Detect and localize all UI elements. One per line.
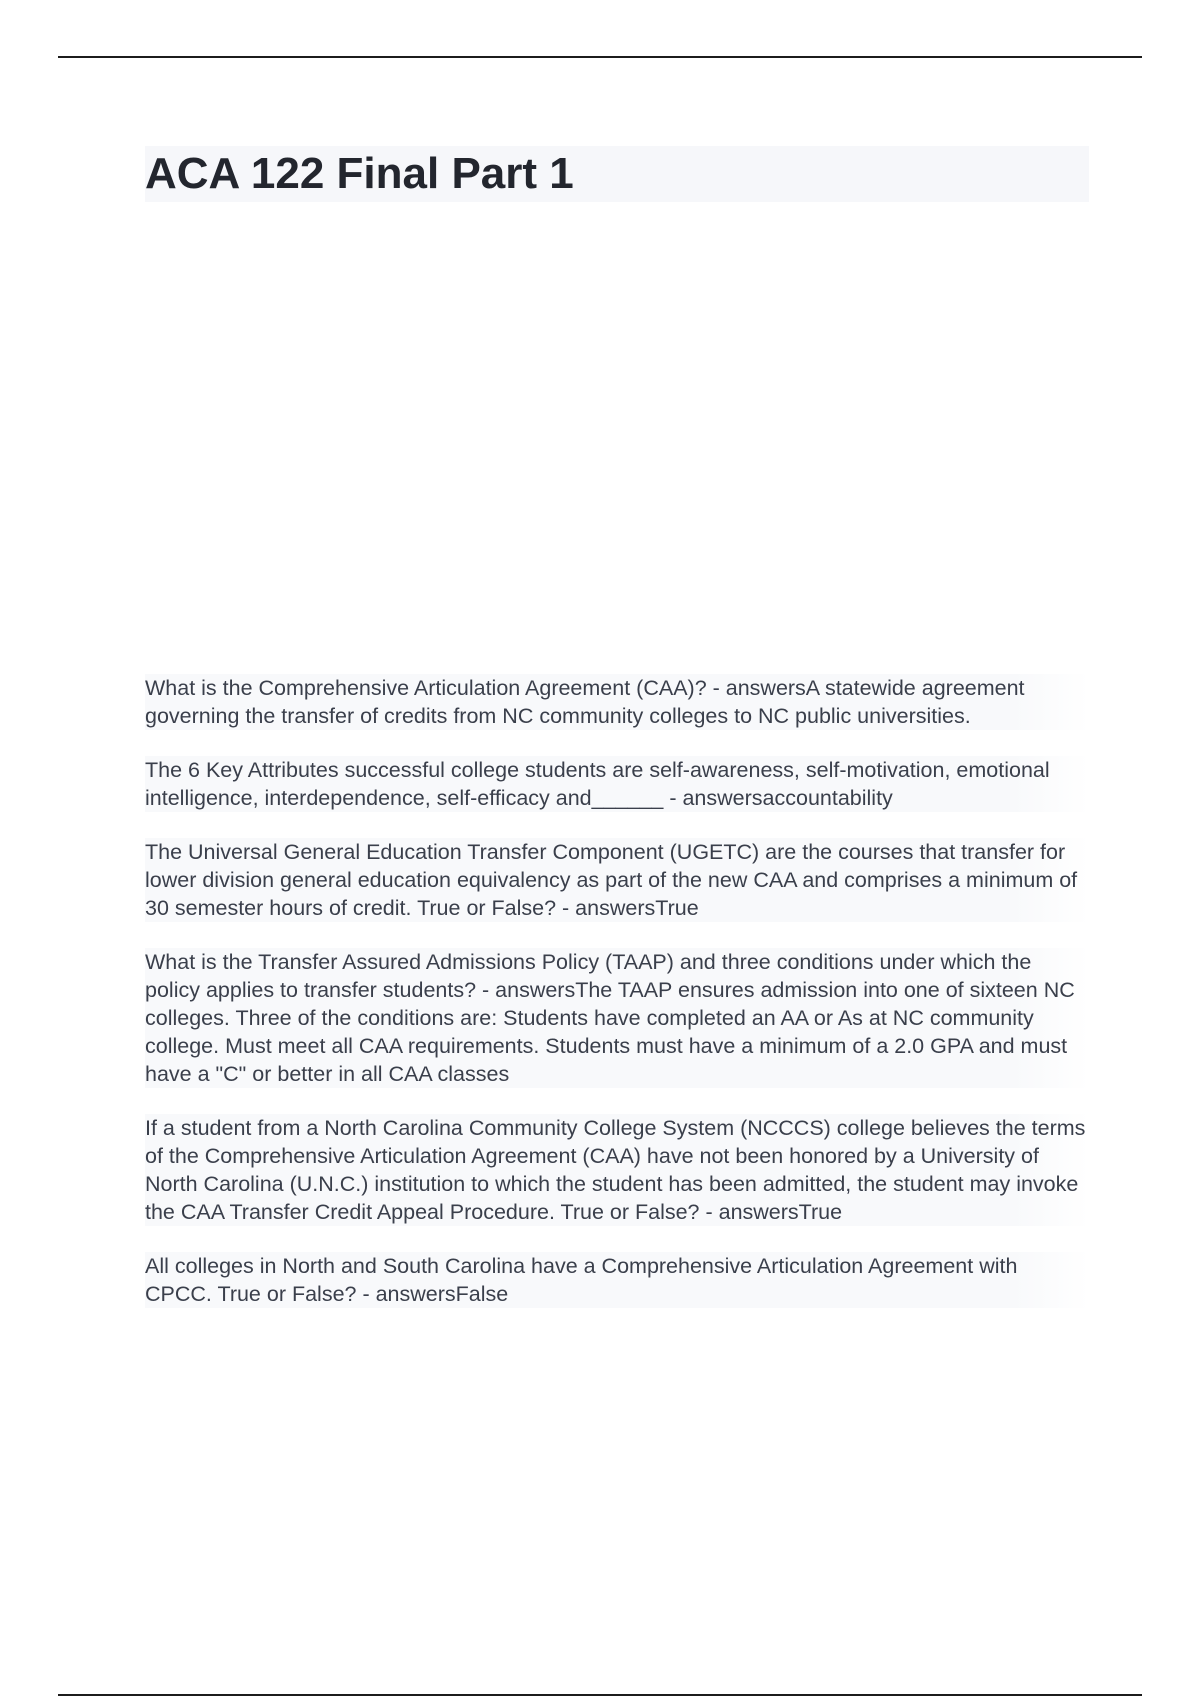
qa-list bbox=[145, 674, 1089, 1334]
qa-item: All colleges in North and South Carolina have a Comprehensive Articulation Agreement with CPCC. True or False? - answersFalse bbox=[145, 1252, 1089, 1308]
qa-item: What is the Comprehensive Articulation Agreement (CAA)? - answersA statewide agreement governing the transfer of credits from NC community colleges to NC public universities. bbox=[145, 674, 1089, 730]
qa-item: What is the Transfer Assured Admissions Policy (TAAP) and three conditions under which the policy applies to transfer students? - answersThe TAAP ensures admission into one of sixteen NC colleges. Three of the conditions are: Students have completed an AA or As at NC community college. Must meet all CAA requirements. Students must have a minimum of a 2.0 GPA and must have a "C" or better in all CAA classes bbox=[145, 948, 1089, 1088]
bottom-rule bbox=[58, 1694, 1142, 1696]
qa-item: If a student from a North Carolina Community College System (NCCCS) college believes the terms of the Comprehensive Articulation Agreement (CAA) have not been honored by a University of North Carolina (U.N.C.) institution to which the student has been admitted, the student may invoke the CAA Transfer Credit Appeal Procedure. True or False? - answersTrue bbox=[145, 1114, 1089, 1226]
qa-item: The Universal General Education Transfer Component (UGETC) are the courses that transfer for lower division general education equivalency as part of the new CAA and comprises a minimum of 30 semester hours of credit. True or False? - answersTrue bbox=[145, 838, 1089, 922]
top-rule bbox=[58, 56, 1142, 58]
qa-item: The 6 Key Attributes successful college students are self-awareness, self-motivation, emotional intelligence, interdependence, self-efficacy and______ - answersaccountability bbox=[145, 756, 1089, 812]
document-title: ACA 122 Final Part 1 bbox=[145, 149, 574, 198]
